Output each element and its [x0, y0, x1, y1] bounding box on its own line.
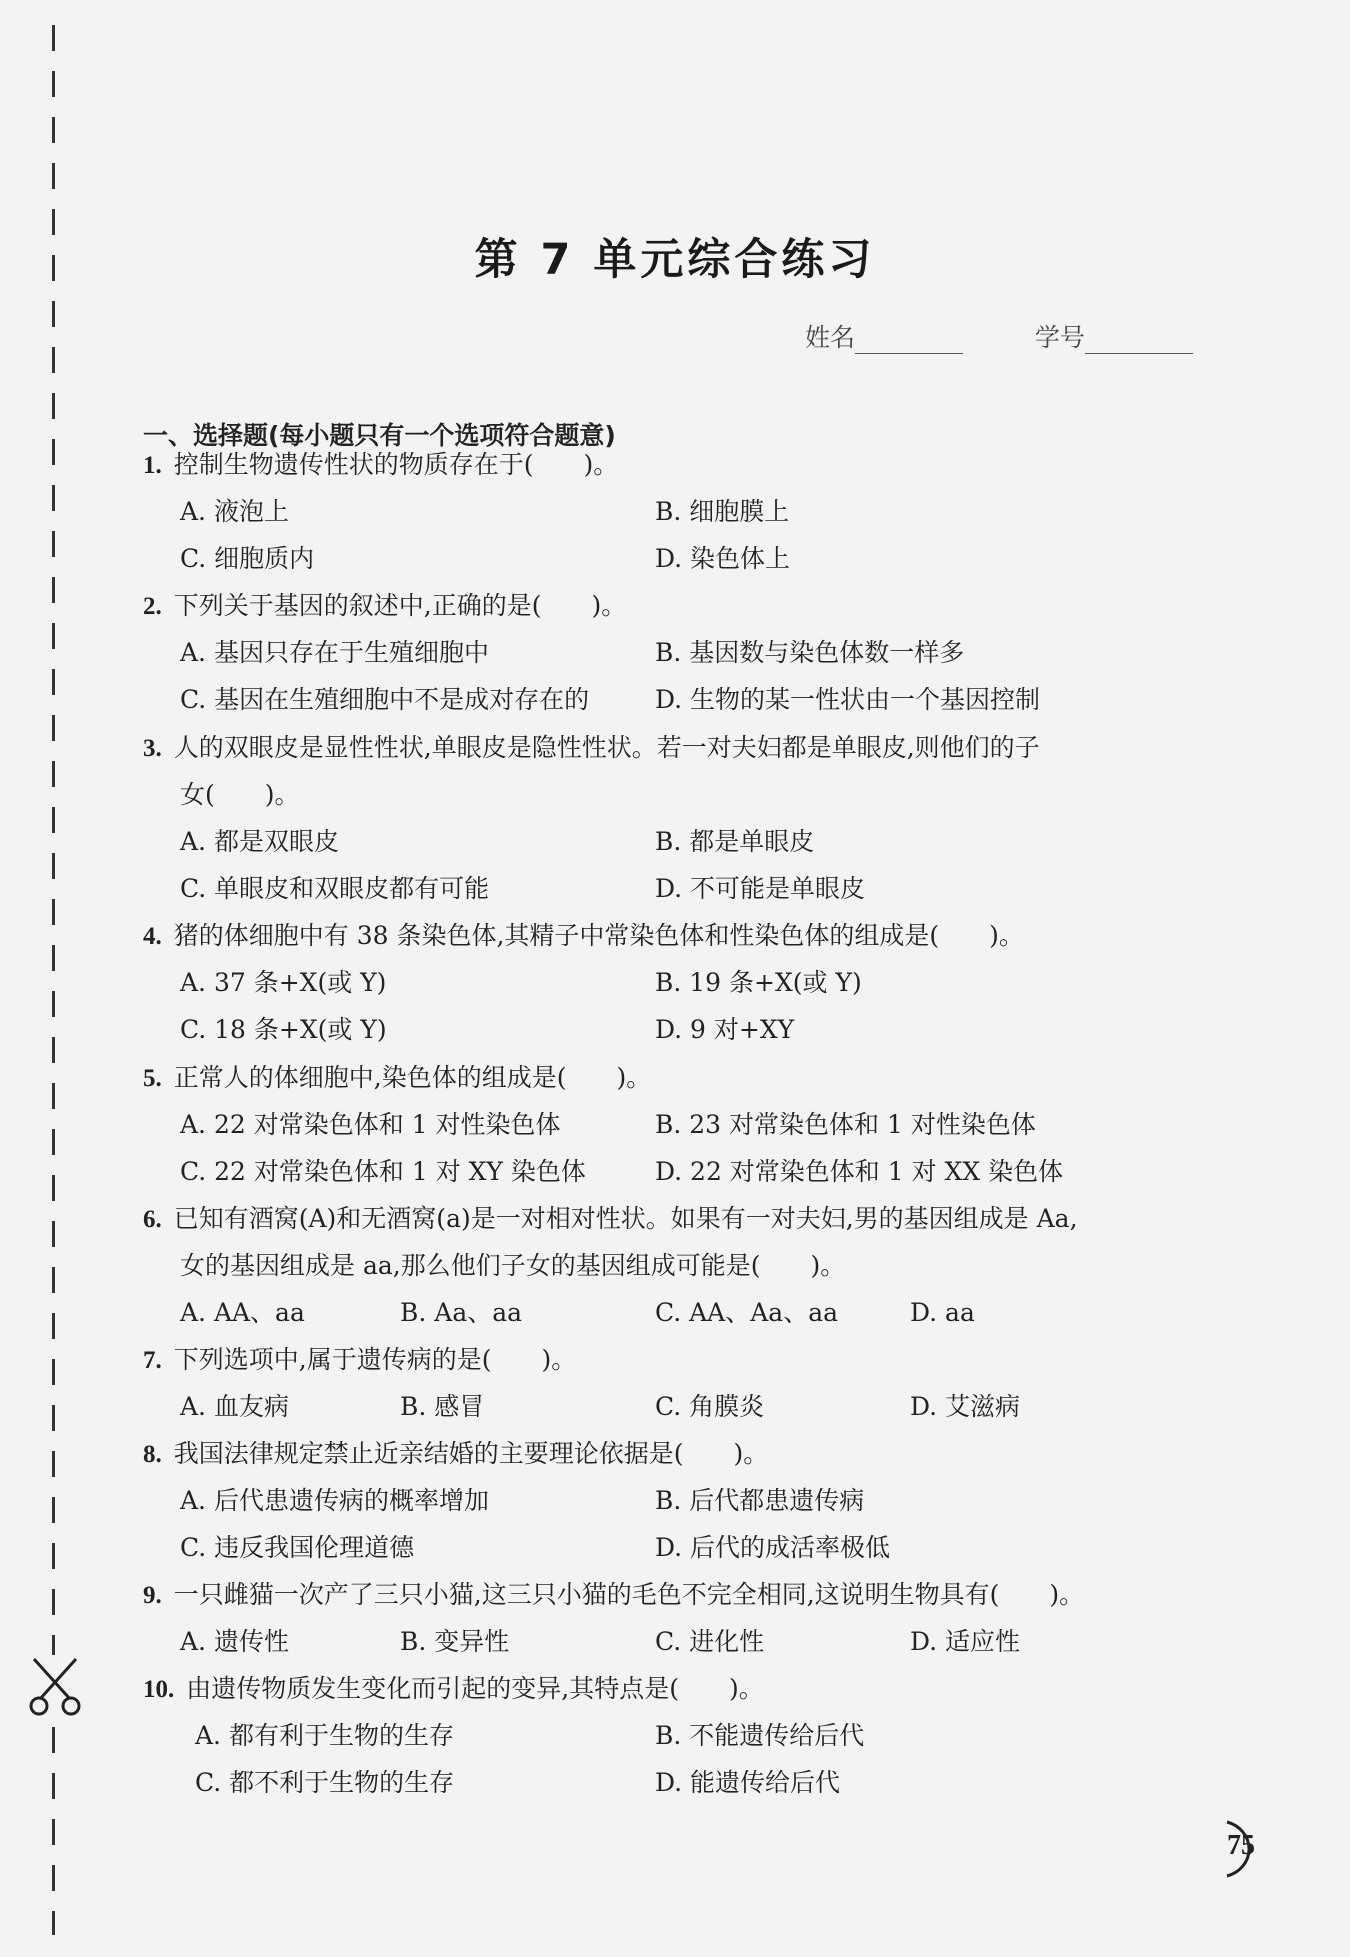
answer-option [655, 1156, 1063, 1188]
question-line [143, 590, 626, 623]
answer-option [910, 1297, 975, 1329]
answer-option [910, 1391, 1020, 1423]
answer-option [180, 826, 339, 858]
question-number: 10. [143, 1676, 175, 1703]
option-text: B. 细胞膜上 [655, 497, 790, 526]
question-text: 我国法律规定禁止近亲结婚的主要理论依据是( )。 [173, 1439, 769, 1468]
question-number: 4. [143, 923, 162, 950]
option-text: A. 37 条+X(或 Y) [180, 968, 387, 997]
option-text: A. 都有利于生物的生存 [195, 1721, 454, 1750]
answer-option [180, 1014, 387, 1046]
option-text: C. 22 对常染色体和 1 对 XY 染色体 [180, 1157, 586, 1186]
question-text: 已知有酒窝(A)和无酒窝(a)是一对相对性状。如果有一对夫妇,男的基因组成是 Aa, [173, 1204, 1078, 1233]
question-line [143, 1344, 576, 1377]
page-title: 第 7 单元综合练习 [474, 235, 876, 285]
page-number [1205, 1818, 1281, 1880]
option-text: B. 都是单眼皮 [655, 827, 815, 856]
answer-option [655, 543, 790, 575]
option-text: D. 后代的成活率极低 [655, 1533, 891, 1562]
answer-option [195, 1767, 454, 1799]
option-text: C. 角膜炎 [655, 1392, 765, 1421]
answer-option [655, 637, 964, 669]
option-text: B. 后代都患遗传病 [655, 1486, 865, 1515]
option-text: A. 基因只存在于生殖细胞中 [180, 638, 489, 667]
answer-option [180, 873, 489, 905]
question-line [143, 1203, 1078, 1236]
option-text: B. 基因数与染色体数一样多 [655, 638, 965, 667]
answer-option [180, 684, 589, 716]
question-line [143, 449, 618, 482]
option-text: C. 细胞质内 [180, 544, 315, 573]
question-number: 3. [143, 735, 162, 762]
name-blank[interactable] [855, 325, 963, 354]
question-line [143, 1673, 764, 1706]
answer-option [400, 1297, 522, 1329]
answer-option [180, 1109, 561, 1141]
option-text: A. 血友病 [180, 1392, 289, 1421]
option-text: D. 22 对常染色体和 1 对 XX 染色体 [655, 1157, 1064, 1186]
cut-line [50, 25, 56, 1935]
option-text: A. 遗传性 [180, 1627, 289, 1656]
question-line [143, 1579, 1084, 1612]
option-text: D. 艾滋病 [910, 1392, 1021, 1421]
option-text: C. 都不利于生物的生存 [195, 1768, 455, 1797]
answer-option [655, 1767, 840, 1799]
option-text: A. 22 对常染色体和 1 对性染色体 [180, 1110, 561, 1139]
answer-option [180, 1532, 414, 1564]
question-text: 由遗传物质发生变化而引起的变异,其特点是( )。 [186, 1674, 764, 1703]
option-text: A. 后代患遗传病的概率增加 [180, 1486, 489, 1515]
option-text: B. Aa、aa [400, 1298, 523, 1327]
id-blank[interactable] [1085, 325, 1193, 354]
answer-option [655, 873, 865, 905]
question-number: 9. [143, 1582, 162, 1609]
answer-option [180, 637, 489, 669]
question-number: 7. [143, 1347, 162, 1374]
option-text: B. 不能遗传给后代 [655, 1721, 865, 1750]
answer-option [655, 1014, 794, 1046]
option-text: D. aa [910, 1298, 975, 1327]
answer-option [195, 1720, 454, 1752]
question-text: 猪的体细胞中有 38 条染色体,其精子中常染色体和性染色体的组成是( )。 [173, 921, 1024, 950]
answer-option [180, 1485, 489, 1517]
option-text: C. 单眼皮和双眼皮都有可能 [180, 874, 490, 903]
answer-option [655, 684, 1040, 716]
question-text: 女( )。 [180, 780, 300, 809]
question-line [143, 1062, 651, 1095]
option-text: A. 液泡上 [180, 497, 289, 526]
answer-option [655, 1720, 864, 1752]
answer-option [180, 1297, 305, 1329]
answer-option [180, 543, 314, 575]
question-line [180, 779, 300, 811]
question-text: 一只雌猫一次产了三只小猫,这三只小猫的毛色不完全相同,这说明生物具有( )。 [173, 1580, 1085, 1609]
answer-option [655, 1109, 1036, 1141]
option-text: A. AA、aa [180, 1298, 305, 1327]
option-text: A. 都是双眼皮 [180, 827, 339, 856]
question-text: 下列选项中,属于遗传病的是( )。 [173, 1345, 577, 1374]
answer-option [655, 1626, 764, 1658]
question-text: 女的基因组成是 aa,那么他们子女的基因组成可能是( )。 [180, 1251, 846, 1280]
answer-option [180, 1391, 289, 1423]
question-text: 下列关于基因的叙述中,正确的是( )。 [173, 591, 627, 620]
option-text: D. 染色体上 [655, 544, 791, 573]
answer-option [655, 1297, 838, 1329]
answer-option [655, 496, 789, 528]
question-number: 8. [143, 1441, 162, 1468]
scissors-icon [26, 1655, 84, 1717]
option-text: B. 19 条+X(或 Y) [655, 968, 862, 997]
question-number: 2. [143, 593, 162, 620]
question-text: 控制生物遗传性状的物质存在于( )。 [173, 450, 619, 479]
option-text: D. 生物的某一性状由一个基因控制 [655, 685, 1041, 714]
answer-option [910, 1626, 1020, 1658]
answer-option [180, 1156, 586, 1188]
answer-option [400, 1626, 509, 1658]
question-number: 6. [143, 1206, 162, 1233]
id-label: 学号 [1034, 323, 1085, 352]
question-line [143, 732, 1040, 765]
answer-option [655, 967, 862, 999]
option-text: D. 9 对+XY [655, 1015, 795, 1044]
answer-option [655, 1485, 864, 1517]
answer-option [180, 496, 289, 528]
option-text: C. 18 条+X(或 Y) [180, 1015, 387, 1044]
answer-option [400, 1391, 484, 1423]
question-number: 1. [143, 452, 162, 479]
option-text: D. 适应性 [910, 1627, 1021, 1656]
question-line [143, 920, 1024, 953]
question-text: 正常人的体细胞中,染色体的组成是( )。 [173, 1063, 652, 1092]
answer-option [180, 967, 386, 999]
page-number-text: 75 [1227, 1830, 1255, 1861]
student-info [805, 318, 1193, 354]
option-text: B. 23 对常染色体和 1 对性染色体 [655, 1110, 1036, 1139]
answer-option [655, 826, 814, 858]
option-text: C. AA、Aa、aa [655, 1298, 839, 1327]
name-label: 姓名 [805, 323, 856, 352]
option-text: D. 不可能是单眼皮 [655, 874, 866, 903]
answer-option [655, 1391, 764, 1423]
question-text: 人的双眼皮是显性性状,单眼皮是隐性性状。若一对夫妇都是单眼皮,则他们的子 [173, 733, 1040, 762]
option-text: C. 基因在生殖细胞中不是成对存在的 [180, 685, 590, 714]
option-text: B. 感冒 [400, 1392, 485, 1421]
question-line [180, 1250, 845, 1282]
answer-option [655, 1532, 890, 1564]
question-number: 5. [143, 1065, 162, 1092]
section-heading: 一、选择题(每小题只有一个选项符合题意) [143, 421, 616, 450]
option-text: C. 违反我国伦理道德 [180, 1533, 415, 1562]
answer-option [180, 1626, 289, 1658]
option-text: C. 进化性 [655, 1627, 765, 1656]
option-text: B. 变异性 [400, 1627, 510, 1656]
option-text: D. 能遗传给后代 [655, 1768, 841, 1797]
question-line [143, 1438, 768, 1471]
